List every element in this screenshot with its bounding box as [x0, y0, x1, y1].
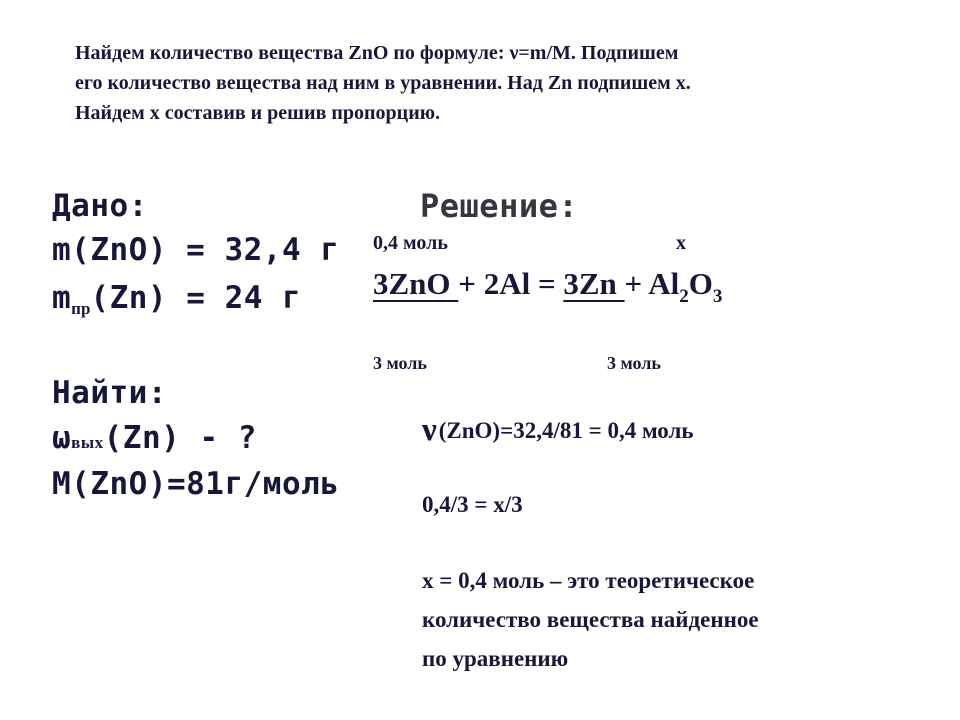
yield-subscript: вых — [71, 433, 104, 452]
result-line-2: количество вещества найденное — [422, 607, 759, 632]
solution-heading: Решение: — [420, 187, 579, 225]
instruction-line-1: Найдем количество вещества ZnO по формуле: ν=m/M. Подпишем — [75, 42, 679, 64]
molar-mass-zno: M(ZnO)=81г/моль — [52, 466, 340, 502]
result-line-1: х = 0,4 моль – это теоретическое — [422, 568, 755, 593]
equation-sub-2: 2 — [679, 286, 689, 307]
equation-3zno: 3ZnO — [373, 266, 459, 301]
calc-proportion: 0,4/3 = х/3 — [422, 492, 523, 517]
instruction-line-3: Найдем х составив и решив пропорцию. — [75, 102, 440, 124]
given-heading: Дано: — [52, 188, 148, 224]
calc-amount-zno — [422, 412, 694, 449]
practical-subscript: пр — [71, 299, 91, 318]
reaction-equation — [373, 266, 722, 308]
given-mass-zn — [52, 280, 301, 319]
calc-amount-zno-text: (ZnO)=32,4/81 = 0,4 моль — [438, 418, 694, 443]
omega-rest: (Zn) - ? — [103, 420, 257, 456]
equation-3zn: 3Zn — [563, 266, 625, 301]
label-above-zn: х — [676, 232, 686, 254]
equation-plus-2al: + 2Al = — [458, 266, 564, 301]
label-below-zno: 3 моль — [373, 353, 427, 373]
equation-al: + Al — [624, 266, 680, 301]
equation-o: O — [688, 266, 713, 301]
omega-symbol: ω — [52, 420, 72, 456]
equation-sub-3: 3 — [712, 286, 723, 307]
mass-zn-value: (Zn) = 24 г — [90, 280, 302, 316]
label-below-zn: 3 моль — [607, 353, 661, 373]
find-heading: Найти: — [52, 375, 167, 411]
given-mass-zno: m(ZnO) = 32,4 г — [52, 232, 340, 268]
find-omega — [52, 420, 257, 456]
nu-symbol: ν — [422, 412, 437, 448]
mass-symbol: m — [52, 280, 72, 316]
label-above-zno: 0,4 моль — [373, 232, 448, 254]
result-line-3: по уравнению — [422, 646, 569, 671]
instruction-text — [75, 38, 935, 128]
instruction-line-2: его количество вещества над ним в уравнении. Над Zn подпишем х. — [75, 72, 691, 94]
